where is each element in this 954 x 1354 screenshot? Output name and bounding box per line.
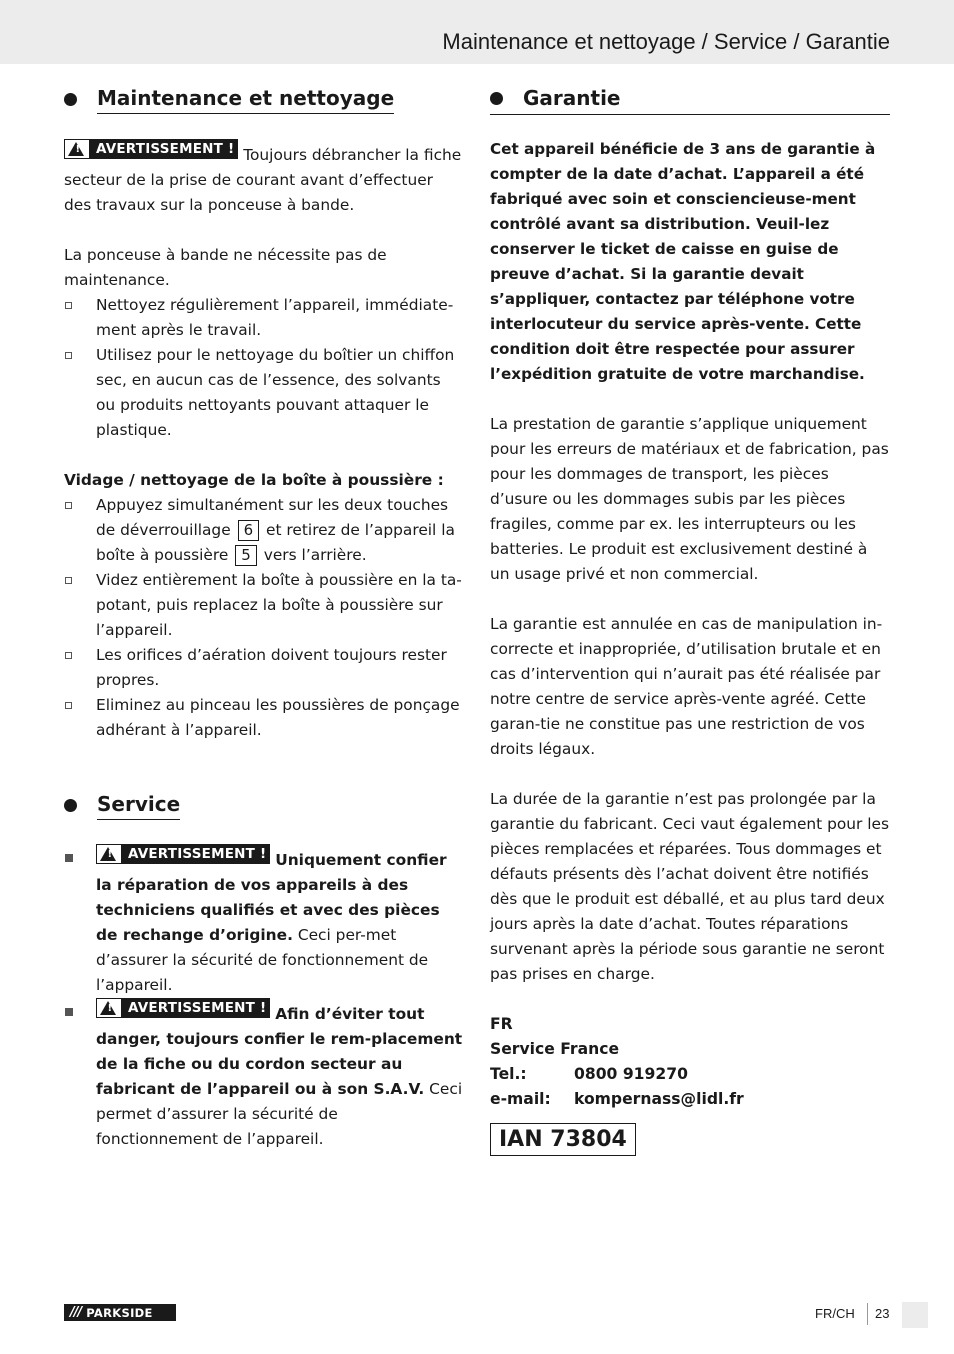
service-contact	[490, 1012, 890, 1112]
square-bullet-icon	[65, 854, 73, 862]
maintenance-list	[64, 293, 464, 443]
page-number: 23	[875, 1306, 890, 1321]
checkbox-bullet-icon	[65, 702, 72, 709]
warning-triangle-icon	[96, 844, 122, 864]
dustbox-subheading: Vidage / nettoyage de la boîte à poussière :	[64, 471, 444, 489]
contact-tel-value: 0800 919270	[574, 1065, 688, 1083]
maintenance-intro: La ponceuse à bande ne nécessite pas de maintenance.	[64, 246, 387, 289]
garantie-paragraph-1: La prestation de garantie s’applique uniquement pour les erreurs de matériaux et de fabrication, pas pour les dommages de transport, les pièces d’usure ou les dommages subis par les pièces fragiles, comme par ex. les interrupteurs ou les batteries. Le produit est exclusivement destiné à un usage privé et non commercial.	[490, 415, 889, 583]
heading-bullet-icon	[64, 93, 77, 106]
checkbox-bullet-icon	[65, 652, 72, 659]
warning-triangle-icon	[96, 998, 122, 1018]
checkbox-bullet-icon	[65, 302, 72, 309]
warning-badge: ! AVERTISSEMENT !	[96, 844, 270, 864]
warning-badge: ! AVERTISSEMENT !	[96, 998, 270, 1018]
list-item: Videz entièrement la boîte à poussière en la ta-potant, puis replacez la boîte à poussière sur l’appareil.	[64, 568, 464, 643]
page-header-title: Maintenance et nettoyage / Service / Garantie	[442, 29, 890, 54]
heading-bullet-icon	[64, 799, 77, 812]
list-item: Appuyez simultanément sur les deux touches de déverrouillage 6 et retirez de l’appareil la boîte à poussière 5 vers l’arrière.	[64, 493, 464, 568]
list-item: Les orifices d’aération doivent toujours rester propres.	[64, 643, 464, 693]
garantie-paragraph-2: La garantie est annulée en cas de manipulation in-correcte et inappropriée, d’utilisation brutale et en cas d’intervention qui n’aurait pas été réalisée par notre centre de service après-vente agréé. Cette garan-tie ne constitue pas une restriction de vos droits légaux.	[490, 615, 883, 758]
part-ref-6: 6	[238, 520, 260, 541]
logo-slashes: ///	[70, 1305, 82, 1320]
heading-garantie: Garantie	[490, 84, 890, 112]
heading-rule	[490, 114, 890, 115]
warning-triangle-icon	[64, 139, 90, 159]
garantie-paragraph-3: La durée de la garantie n’est pas prolongée par la garantie du fabricant. Ceci vaut également pour les pièces remplacées et réparées. Tous dommages et défauts présents dès l’achat doivent être notifiés dès que le produit est déballé, et au plus tard deux jours après la date d’achat. Toutes réparations survenant après la période sous garantie ne seront pas prises en charge.	[490, 790, 890, 983]
parkside-logo	[64, 1304, 176, 1321]
footer-corner-box	[902, 1302, 928, 1328]
left-column	[64, 84, 464, 1152]
checkbox-bullet-icon	[65, 577, 72, 584]
list-item: Utilisez pour le nettoyage du boîtier un chiffon sec, en aucun cas de l’essence, des solvants ou produits nettoyants pouvant attaquer le plastique.	[64, 343, 464, 443]
square-bullet-icon	[65, 1008, 73, 1016]
right-column	[490, 84, 890, 1156]
warning-badge: ! AVERTISSEMENT !	[64, 139, 238, 159]
checkbox-bullet-icon	[65, 352, 72, 359]
ian-number: IAN 73804	[490, 1123, 636, 1156]
footer-language: FR/CH	[815, 1306, 855, 1321]
checkbox-bullet-icon	[65, 502, 72, 509]
dustbox-list	[64, 493, 464, 743]
list-item: Eliminez au pinceau les poussières de ponçage adhérant à l’appareil.	[64, 693, 464, 743]
list-item: ! AVERTISSEMENT ! Afin d’éviter tout danger, toujours confier le rem-placement de la fiche ou du cordon secteur au fabricant de l’appareil ou à son S.A.V. Ceci permet d’assurer la sécurité de fonctionnement de l’appareil.	[64, 998, 464, 1152]
service-list	[64, 844, 464, 1152]
list-item: Nettoyez régulièrement l’appareil, immédiate-ment après le travail.	[64, 293, 464, 343]
heading-bullet-icon	[490, 92, 503, 105]
logo-brand: PARKSIDE	[86, 1305, 153, 1320]
part-ref-5: 5	[235, 545, 257, 566]
contact-email-value: kompernass@lidl.fr	[574, 1090, 744, 1108]
heading-maintenance: Maintenance et nettoyage	[64, 84, 464, 114]
list-item: ! AVERTISSEMENT ! Uniquement confier la réparation de vos appareils à des techniciens qualifiés et avec des pièces de rechange d’origine. Ceci per-met d’assurer la sécurité de fonctionnement de l’appareil.	[64, 844, 464, 998]
heading-service: Service	[64, 790, 464, 820]
maintenance-warning: ! AVERTISSEMENT ! Toujours débrancher la fiche secteur de la prise de courant avant d’effectuer des travaux sur la ponceuse à bande.	[64, 139, 464, 218]
contact-country: FR	[490, 1015, 513, 1033]
footer-divider	[867, 1303, 868, 1325]
garantie-bold-paragraph: Cet appareil bénéficie de 3 ans de garantie à compter de la date d’achat. L’appareil a été fabriqué avec soin et consciencieuse-ment contrôlé avant sa distribution. Veuil-lez conserver le ticket de caisse en guise de preuve d’achat. Si la garantie devait s’appliquer, contactez par téléphone votre interlocuteur du service après-vente. Cette condition doit être respectée pour assurer l’expédition gratuite de votre marchandise.	[490, 140, 876, 383]
contact-tel-label: Tel.:	[490, 1065, 527, 1083]
contact-service-name: Service France	[490, 1040, 620, 1058]
contact-email-label: e-mail:	[490, 1090, 551, 1108]
